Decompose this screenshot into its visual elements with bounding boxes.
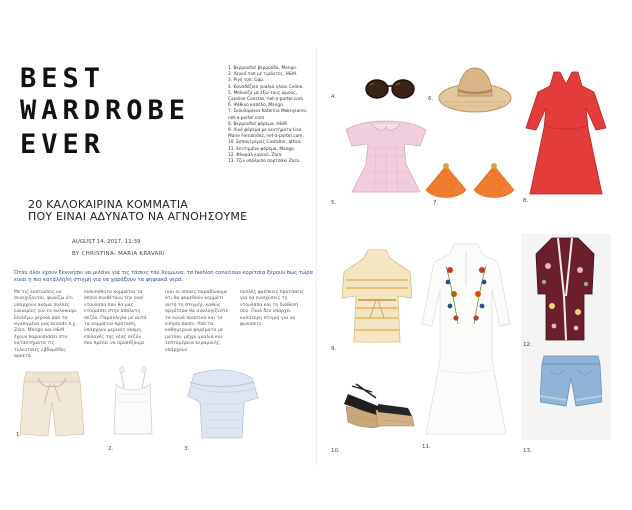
page-gutter — [316, 48, 317, 466]
item-number: 3. — [184, 446, 190, 452]
product-list-item: 11. Κεντημένο φόρεμα, Mango. — [228, 146, 296, 152]
body-column: πολυπόθητα κομμάτια τα οποία συνθέτουν την cool ντουλάπα που θα μας ετοιμάσει στην απόλυτη σεζόν. Παράλληλα με αυτά τα κομμάτια-πρόταση, υπάρχουν μερικές ακόμη επιλογές της νέας σεζόν που πρέπει να προσέξουμε — [84, 290, 147, 347]
white-strap-top-image — [108, 364, 158, 440]
striped-linen-dress-image — [340, 246, 414, 348]
body-column: πολλές φρέσκιες προτάσεις για να ενισχύσεις τη ντουλάπα και τη διάθεσή σου. Ποιό δεν υπάρχει καλύτερη στιγμή για να ψωνίσετε. — [240, 290, 304, 328]
product-list-item: 8. Βερμουδα/ φόρεμα, H&M. — [228, 121, 289, 127]
embroidered-maxi-dress-image — [420, 240, 512, 438]
product-list — [228, 66, 310, 165]
title-best: BEST — [20, 63, 106, 94]
article-subtitle — [14, 199, 314, 223]
article-intro: Όταν όλοι έχουν ξεκινήσει να μιλάνε για τις τάσεις του Χειμώνα, τα fashion conscious κορίτσια ξέρουν πως τώρα είναι η πιο κατάλληλη στιγμή για να χαράξουν τα ψηφιακά νερά. — [14, 270, 313, 283]
item-number: 13. — [523, 448, 532, 454]
item-number: 8. — [523, 198, 529, 204]
item-number: 12. — [523, 342, 532, 348]
item-number: 1. — [16, 432, 22, 438]
product-list-item: 6. Ψάθινο καπέλο, Mango. — [228, 103, 285, 109]
title-ever: EVER — [20, 129, 106, 160]
article-byline: BY CHRISTINA- MARIA KRAVARI — [72, 251, 165, 257]
item-number: 7. — [433, 200, 439, 206]
gingham-off-shoulder-top-image — [342, 112, 430, 196]
product-list-item: 4. Καναδέζικο γυαλιά ηλίου Celine. — [228, 84, 304, 90]
product-list-item: 10. Εσπαντρίγιες Castañer, attica. — [228, 140, 303, 146]
item-number: 9. — [331, 346, 337, 352]
product-list-item: 9. Λινό φόρεμα με κεντήματα Lisa Marie Fernandez, net-a-porter.com. — [228, 128, 304, 140]
product-list-item: 12. Φλοραλ κιμονό, Zara. — [228, 152, 283, 158]
body-column: Με τις εκπτώσεις να συνεχίζονται, ψωνίζω ότι υπάρχουν ακόμα πολλές ευκαιρίες για το καλοκαίρι. Επιλέγω μερικά από τα αγαπημένα μας brands π.χ. Zara, Mango και H&M έχουν παρουσιάσει στα καταστήματα τις τελευταίες εβδομάδες αρκετά — [14, 290, 78, 360]
item-number: 2. — [108, 446, 114, 452]
item-number: 4. — [331, 94, 337, 100]
striped-one-shoulder-top-image — [184, 364, 260, 442]
subtitle-line: 20 ΚΑΛΟΚΑΙΡΙΝΑ ΚΟΜΜΑΤΙΑ — [28, 198, 188, 211]
red-dress-image — [524, 68, 608, 198]
item-number: 11. — [422, 444, 431, 450]
item-number: 6. — [428, 96, 434, 102]
espadrille-wedges-image — [342, 382, 418, 434]
article-date: AUGUST 14, 2017, 11:39 — [72, 239, 141, 245]
product-list-item: 3. Ριγέ τοπ, Gap. — [228, 78, 265, 84]
product-list-item: 7. Σκουλαρίκια Katerina Makriyianni, net-a-porter.com — [228, 109, 308, 121]
floral-kimono-image — [534, 236, 596, 342]
product-list-item: 2. Λευκό τοπ με τιράντες, H&M. — [228, 72, 298, 78]
product-list-item: 13. Τζιν υπόλοιπο σορτσάκι Zara. — [228, 159, 301, 165]
body-column: (και οι οποίες παραδίνουμε ότι θα φορεθούν κομμάτι αυτή τη στιγμή), καθώς αργότερα θα αναλογίζεστε τα κοινά ποιοτικά και τα simple boots. Από τα καθημερινά φορέματα με ματάκι, μέχρι γυαλιά και λεπτομέρεια κεραμικής, υπάρχουν — [165, 290, 228, 353]
item-number: 10. — [331, 448, 340, 454]
sunglasses-image — [364, 78, 416, 100]
title-wardrobe: WARDROBE — [20, 95, 191, 126]
fan-earrings-image — [424, 160, 516, 202]
product-list-item: 1. Βερμουδα/ βερμούδα, Mango. — [228, 66, 298, 71]
straw-hat-image — [436, 62, 514, 116]
paperbag-shorts-image — [18, 368, 86, 440]
subtitle-line: ΠΟΥ ΕΙΝΑΙ ΑΔΥΝΑΤΟ ΝΑ ΑΓΝΟΗΣΟΥΜΕ — [28, 210, 248, 223]
denim-shorts-image — [540, 352, 602, 408]
item-number: 5. — [331, 200, 337, 206]
product-list-item: 5. Μπλούζα με έξω τους ώμους, Caroline Constas, net-a-porter.com — [228, 90, 304, 103]
